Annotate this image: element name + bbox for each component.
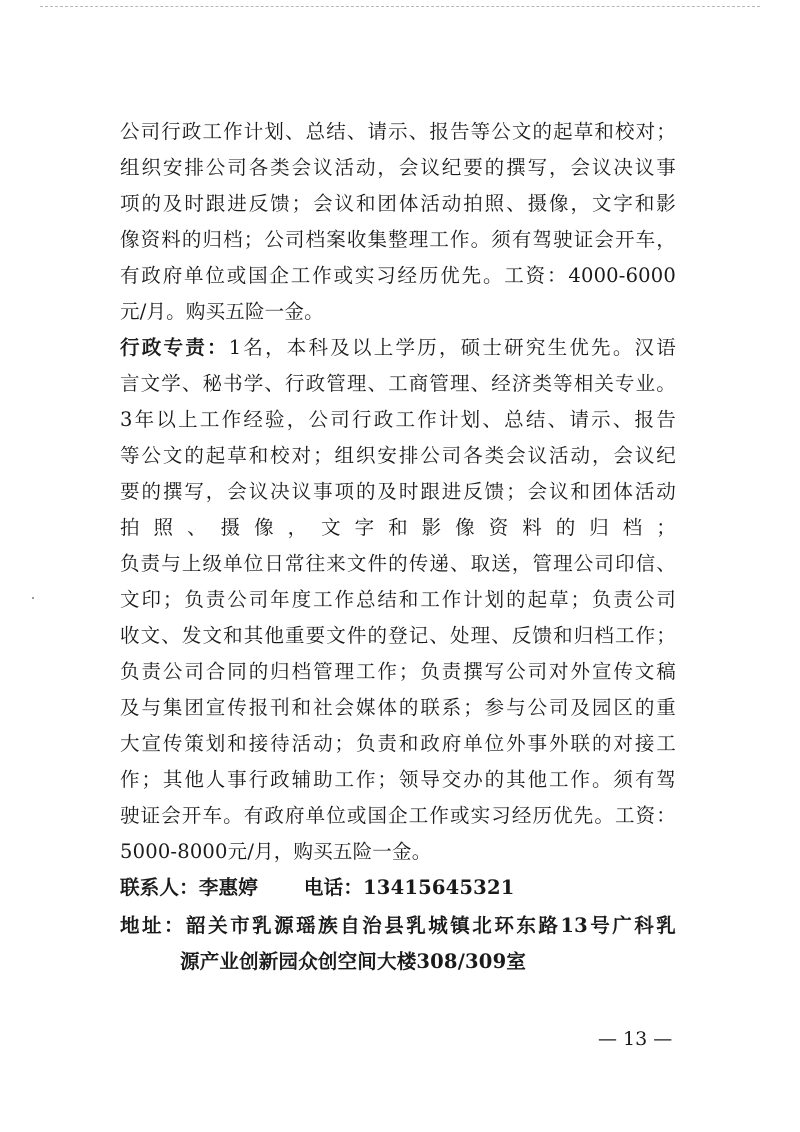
position-line-7: 负责与上级单位日常往来文件的传递、取送，管理公司印信、	[120, 552, 676, 575]
position-line-14: 驶证会开车。有政府单位或国企工作或实习经历优先。工资：	[120, 804, 676, 827]
position-line-10: 负责公司合同的归档管理工作；负责撰写公司对外宣传文稿	[120, 660, 676, 683]
body-line-2: 组织安排公司各类会议活动，会议纪要的撰写，会议决议事	[120, 156, 676, 179]
position-line-9: 收文、发文和其他重要文件的登记、处理、反馈和归档工作；	[120, 624, 676, 647]
position-line-8: 文印；负责公司年度工作总结和工作计划的起草；负责公司	[120, 588, 676, 611]
position-line-5: 要的撰写，会议决议事项的及时跟进反馈；会议和团体活动	[120, 480, 676, 503]
position-line-4: 等公文的起草和校对；组织安排公司各类会议活动，会议纪	[120, 444, 676, 467]
top-scan-rule	[40, 6, 760, 7]
position-first-line-text: 1名，本科及以上学历，硕士研究生优先。汉语	[228, 336, 676, 359]
contact-name: 李惠婷	[198, 876, 258, 899]
body-line-5: 有政府单位或国企工作或实习经历优先。工资：4000-6000	[120, 264, 676, 287]
position-line-13: 作；其他人事行政辅助工作；领导交办的其他工作。须有驾	[120, 768, 676, 791]
contact-label: 联系人：	[120, 876, 199, 899]
body-line-4: 像资料的归档；公司档案收集整理工作。须有驾驶证会开车，	[120, 228, 676, 251]
phone-label: 电话：	[303, 876, 364, 899]
position-line-12: 大宣传策划和接待活动；负责和政府单位外事外联的对接工	[120, 732, 676, 755]
body-line-3: 项的及时跟进反馈；会议和团体活动拍照、摄像，文字和影	[120, 192, 676, 215]
body-line-1: 公司行政工作计划、总结、请示、报告等公文的起草和校对；	[120, 120, 676, 143]
position-line-15: 5000-8000元/月，购买五险一金。	[120, 840, 432, 863]
position-first-line	[120, 332, 676, 364]
address-line-2: 源产业创新园众创空间大楼308/309室	[180, 950, 527, 973]
position-line-6: 拍照、摄像，文字和影像资料的归档；	[120, 516, 676, 539]
address-line-1	[120, 910, 676, 942]
body-line-6: 元/月。购买五险一金。	[120, 300, 324, 323]
position-line-3: 3年以上工作经验，公司行政工作计划、总结、请示、报告	[120, 408, 676, 431]
page-number: — 13 —	[598, 1028, 673, 1050]
position-line-2: 言文学、秘书学、行政管理、工商管理、经济类等相关专业。	[120, 372, 676, 395]
position-title: 行政专责：	[120, 336, 229, 359]
address-text-1: 韶关市乳源瑶族自治县乳城镇北环东路13号广科乳	[186, 914, 676, 937]
address-label: 地址：	[120, 914, 187, 937]
contact-line	[120, 872, 676, 904]
scan-speck	[32, 597, 34, 599]
position-line-11: 及与集团宣传报刊和社会媒体的联系；参与公司及园区的重	[120, 696, 676, 719]
phone-number: 13415645321	[363, 876, 515, 899]
